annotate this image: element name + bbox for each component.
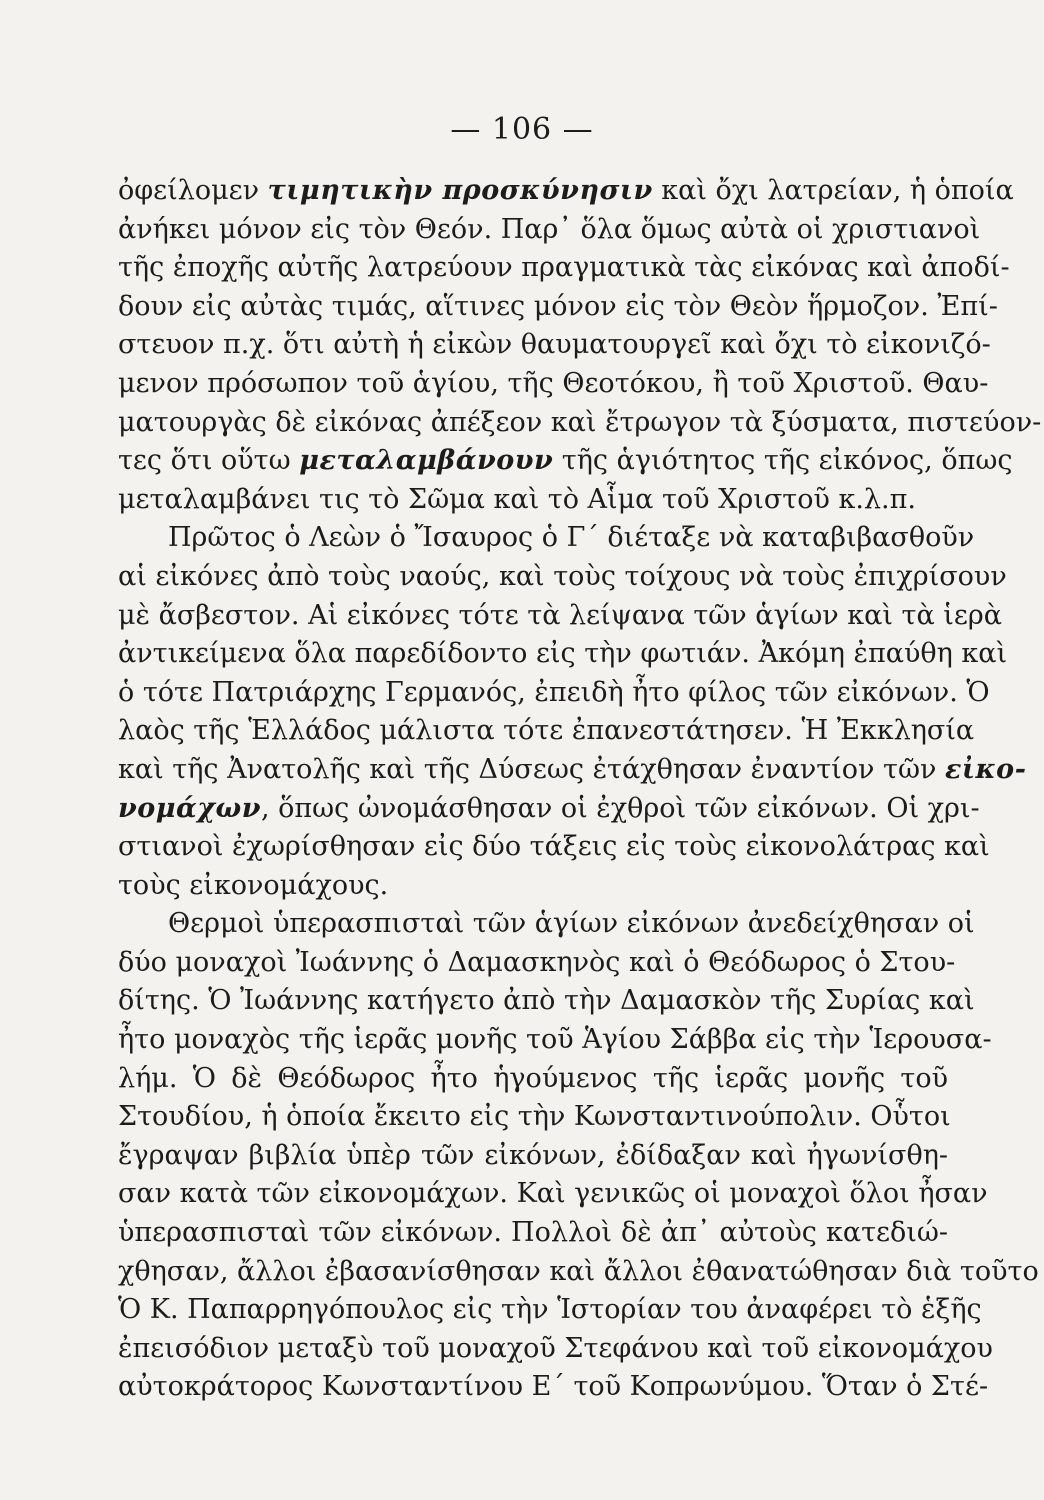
- text-segment: ὑπερασπισταὶ τῶν εἰκόνων. Πολλοὶ δὲ ἀπ᾽ αὐτοὺς κατεδιώ-: [118, 1217, 948, 1249]
- emphasized-text: τιμητικὴν προσκύνησιν: [267, 175, 653, 206]
- text-segment: ὁ τότε Πατριάρχης Γερμανός, ἐπειδὴ ἦτο φίλος τῶν εἰκόνων. Ὁ: [118, 676, 990, 708]
- text-segment: δίτης. Ὁ Ἰωάννης κατήγετο ἀπὸ τὴν Δαμασκὸν τῆς Συρίας καὶ: [118, 985, 975, 1017]
- text-line: [118, 404, 1042, 443]
- text-segment: μεταλαμβάνει τις τὸ Σῶμα καὶ τὸ Αἷμα τοῦ Χριστοῦ κ.λ.π.: [118, 483, 916, 515]
- text-segment: αὐτοκράτορος Κωνσταντίνου Ε΄ τοῦ Κοπρωνύμου. Ὅταν ὁ Στέ-: [118, 1371, 989, 1403]
- text-segment: ἐπεισόδιον μεταξὺ τοῦ μοναχοῦ Στεφάνου καὶ τοῦ εἰκονομάχου: [118, 1332, 993, 1364]
- text-segment: Στουδίου, ἡ ὁποία ἔκειτο εἰς τὴν Κωνσταντινούπολιν. Οὗτοι: [118, 1101, 951, 1133]
- text-line: [118, 481, 948, 520]
- text-line: [118, 712, 975, 751]
- text-line: [118, 1098, 951, 1137]
- text-segment: τῆς ἁγιότητος τῆς εἰκόνος, ὅπως: [553, 445, 1013, 477]
- text-segment: , ὅπως ὠνομάσθησαν οἱ ἐχθροὶ τῶν εἰκόνων. Οἱ χρι-: [260, 792, 980, 824]
- text-line: [118, 1291, 982, 1330]
- text-segment: καὶ τῆς Ἀνατολῆς καὶ τῆς Δύσεως ἐτάχθησαν ἐναντίον τῶν: [118, 753, 945, 785]
- text-segment: στιανοὶ ἐχωρίσθησαν εἰς δύο τάξεις εἰς τοὺς εἰκονολάτρας καὶ: [118, 831, 990, 863]
- text-line: [118, 365, 989, 404]
- text-line: [118, 635, 1008, 674]
- text-segment: δουν εἰς αὐτὰς τιμάς, αἵτινες μόνον εἰς τὸν Θεὸν ἥρμοζον. Ἐπί-: [118, 290, 998, 322]
- text-line: [118, 1175, 988, 1214]
- text-segment: στευον π.χ. ὅτι αὐτὴ ἡ εἰκὼν θαυματουργεῖ καὶ ὄχι τὸ εἰκονιζό-: [118, 329, 991, 361]
- text-segment: δύο μοναχοὶ Ἰωάννης ὁ Δαμασκηνὸς καὶ ὁ Θεόδωρος ὁ Στου-: [118, 946, 956, 978]
- text-line: [118, 597, 1002, 636]
- text-line: [118, 172, 1014, 211]
- text-line: [118, 1021, 992, 1060]
- text-line: [118, 674, 990, 713]
- text-line: [118, 326, 991, 365]
- text-line: [118, 867, 948, 906]
- text-segment: καὶ ὄχι λατρείαν, ἡ ὁποία: [652, 175, 1014, 206]
- text-line: [118, 288, 998, 327]
- text-segment: Θερμοὶ ὑπερασπισταὶ τῶν ἁγίων εἰκόνων ἀνεδείχθησαν οἱ: [168, 908, 975, 940]
- text-segment: τῆς ἐποχῆς αὐτῆς λατρεύουν πραγματικὰ τὰς εἰκόνας καὶ ἀποδί-: [118, 252, 1010, 284]
- text-line: [118, 1214, 948, 1253]
- text-segment: ὀφείλομεν: [118, 175, 268, 206]
- text-line: [118, 905, 975, 944]
- text-segment: ἔγραψαν βιβλία ὑπὲρ τῶν εἰκόνων, ἐδίδαξαν καὶ ἠγωνίσθη-: [118, 1139, 948, 1171]
- text-line: [118, 982, 975, 1021]
- text-segment: λαὸς τῆς Ἑλλάδος μάλιστα τότε ἐπανεστάτησεν. Ἡ Ἐκκλησία: [118, 715, 975, 747]
- text-segment: μενον πρόσωπον τοῦ ἁγίου, τῆς Θεοτόκου, ἢ τοῦ Χριστοῦ. Θαυ-: [118, 367, 989, 399]
- text-segment: αἱ εἰκόνες ἀπὸ τοὺς ναούς, καὶ τοὺς τοίχους νὰ τοὺς ἐπιχρίσουν: [118, 560, 1007, 592]
- text-line: [118, 1060, 948, 1099]
- text-line: [118, 211, 981, 250]
- text-segment: χθησαν, ἄλλοι ἐβασανίσθησαν καὶ ἄλλοι ἐθανατώθησαν διὰ τοῦτο: [118, 1255, 1039, 1287]
- text-segment: ἀνήκει μόνον εἰς τὸν Θεόν. Παρ᾽ ὅλα ὅμως αὐτὰ οἱ χριστιανοὶ: [118, 213, 981, 245]
- text-segment: μὲ ἄσβεστον. Αἱ εἰκόνες τότε τὰ λείψανα τῶν ἁγίων καὶ τὰ ἱερὰ: [118, 599, 1002, 631]
- text-line: [118, 751, 1027, 790]
- text-line: [118, 944, 956, 983]
- text-line: [118, 1330, 993, 1369]
- text-segment: σαν κατὰ τῶν εἰκονομάχων. Καὶ γενικῶς οἱ μοναχοὶ ὅλοι ἦσαν: [118, 1178, 988, 1210]
- text-segment: Ὁ Κ. Παπαρρηγόπουλος εἰς τὴν Ἱστορίαν του ἀναφέρει τὸ ἑξῆς: [118, 1294, 982, 1326]
- text-segment: ματουργὰς δὲ εἰκόνας ἀπέξεον καὶ ἔτρωγον τὰ ξύσματα, πιστεύον-: [118, 406, 1042, 438]
- text-line: [118, 249, 1010, 288]
- text-segment: ἦτο μοναχὸς τῆς ἱερᾶς μονῆς τοῦ Ἁγίου Σάββα εἰς τὴν Ἱερουσα-: [118, 1024, 992, 1056]
- body-text: [118, 172, 1042, 1407]
- emphasized-text: νομάχων: [118, 792, 261, 824]
- text-segment: Πρῶτος ὁ Λεὼν ὁ Ἴσαυρος ὁ Γ΄ διέταξε νὰ καταβιβασθοῦν: [168, 522, 975, 554]
- text-line: [118, 558, 1007, 597]
- text-segment: τες ὅτι οὕτω: [118, 445, 300, 477]
- text-line: [118, 1137, 948, 1176]
- emphasized-text: εἰκο-: [944, 753, 1027, 785]
- text-line: [118, 519, 975, 558]
- text-line: [118, 1368, 989, 1407]
- text-line: [118, 442, 1013, 481]
- text-line: [118, 828, 990, 867]
- text-segment: λήμ. Ὁ δὲ Θεόδωρος ἦτο ἡγούμενος τῆς ἱερᾶς μονῆς τοῦ: [118, 1062, 948, 1094]
- text-line: [118, 1253, 1039, 1292]
- text-segment: ἀντικείμενα ὅλα παρεδίδοντο εἰς τὴν φωτιάν. Ἀκόμη ἐπαύθη καὶ: [118, 638, 1008, 670]
- text-line: [118, 790, 980, 829]
- page-number: — 106 —: [450, 112, 594, 147]
- emphasized-text: μεταλαμβάνουν: [299, 445, 554, 477]
- text-segment: τοὺς εἰκονομάχους.: [118, 869, 389, 901]
